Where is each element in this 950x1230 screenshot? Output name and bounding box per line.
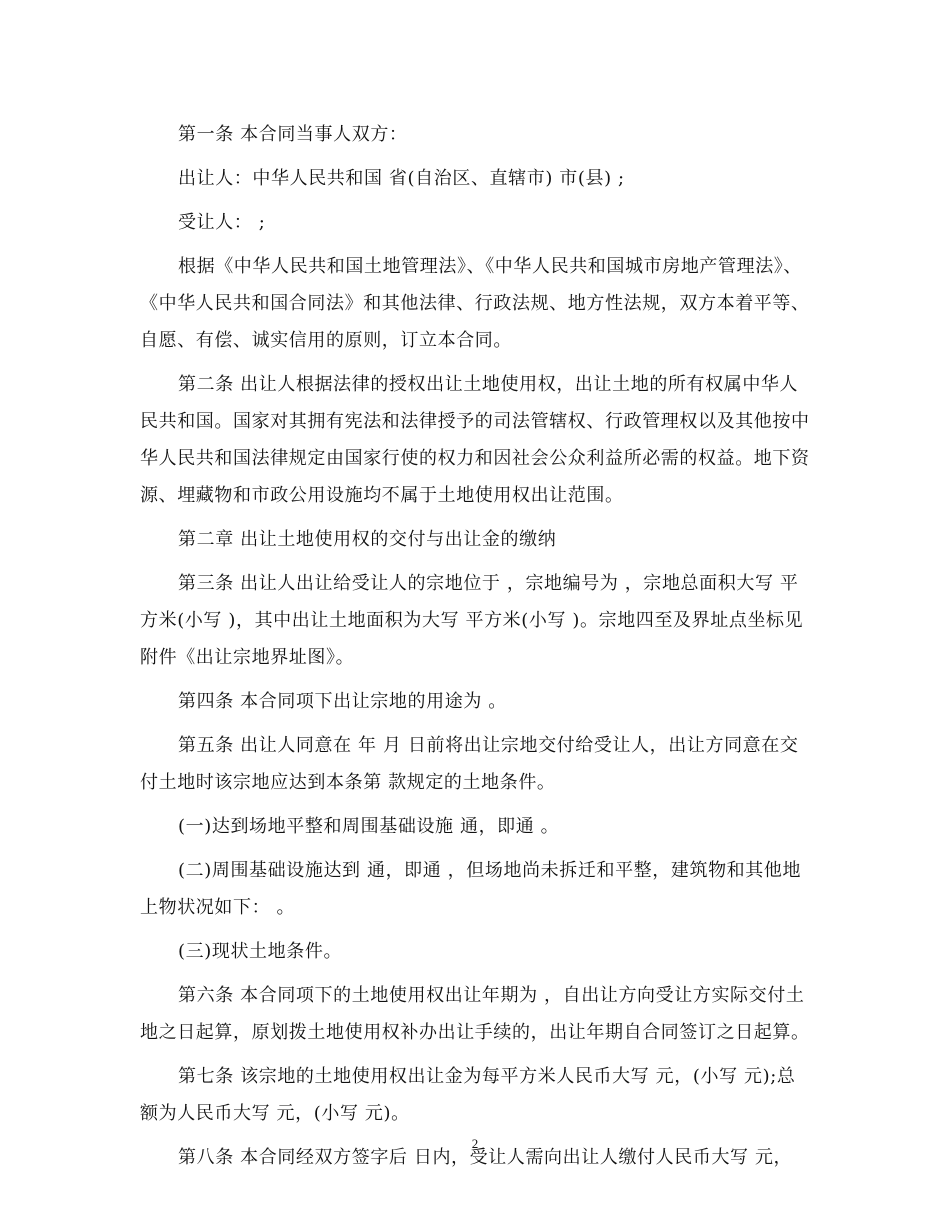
clause-1-heading: 第一条 本合同当事人双方：: [178, 124, 408, 145]
clause-5-paragraph: 第五条 出让人同意在 年 月 日前将出让宗地交付给受让人，出让方同意在交付土地时该宗地应达到本条第 款规定的土地条件。: [140, 735, 799, 793]
condition-2-item: (二)周围基础设施达到 通，即通 ，但场地尚未拆迁和平整，建筑物和其他地上物状况如下： 。: [140, 860, 802, 918]
clause-8-paragraph: 第八条 本合同经双方签字后 日内，受让人需向出让人缴付人民币大写 元，: [178, 1147, 793, 1168]
document-body: [140, 116, 812, 1183]
clause-4-paragraph: 第四条 本合同项下出让宗地的用途为 。: [178, 691, 507, 712]
clause-3-paragraph: 第三条 出让人出让给受让人的宗地位于 ，宗地编号为 ，宗地总面积大写 平方米(小写 )，其中出让土地面积为大写 平方米(小写 )。宗地四至及界址点坐标见附件《出让宗地界址图》。: [140, 573, 804, 668]
clause-6-paragraph: 第六条 本合同项下的土地使用权出让年期为 ，自出让方向受让方实际交付土地之日起算，原划拨土地使用权补办出让手续的，出让年期自合同签订之日起算。: [140, 985, 810, 1043]
grantor-line: 出让人：中华人民共和国 省(自治区、直辖市) 市(县) ;: [178, 168, 625, 189]
page-number: 2: [471, 1136, 479, 1151]
chapter-2-heading: 第二章 出让土地使用权的交付与出让金的缴纳: [178, 529, 557, 550]
clause-2-paragraph: 第二条 出让人根据法律的授权出让土地使用权，出让土地的所有权属中华人民共和国。国家对其拥有宪法和法律授予的司法管辖权、行政管理权以及其他按中华人民共和国法律规定由国家行使的权力和因社会公众利益所必需的权益。地下资源、埋藏物和市政公用设施均不属于土地使用权出让范围。: [140, 374, 810, 506]
clause-7-paragraph: 第七条 该宗地的土地使用权出让金为每平方米人民币大写 元，(小写 元);总额为人民币大写 元，(小写 元)。: [140, 1066, 796, 1124]
condition-3-item: (三)现状土地条件。: [178, 941, 343, 962]
grantee-line: 受让人： ;: [178, 212, 266, 233]
condition-1-item: (一)达到场地平整和周围基础设施 通，即通 。: [178, 816, 560, 837]
legal-basis-paragraph: 根据《中华人民共和国土地管理法》、《中华人民共和国城市房地产管理法》、《中华人民共和国合同法》和其他法律、行政法规、地方性法规，双方本着平等、自愿、有偿、诚实信用的原则，订立本合同。: [140, 256, 810, 351]
